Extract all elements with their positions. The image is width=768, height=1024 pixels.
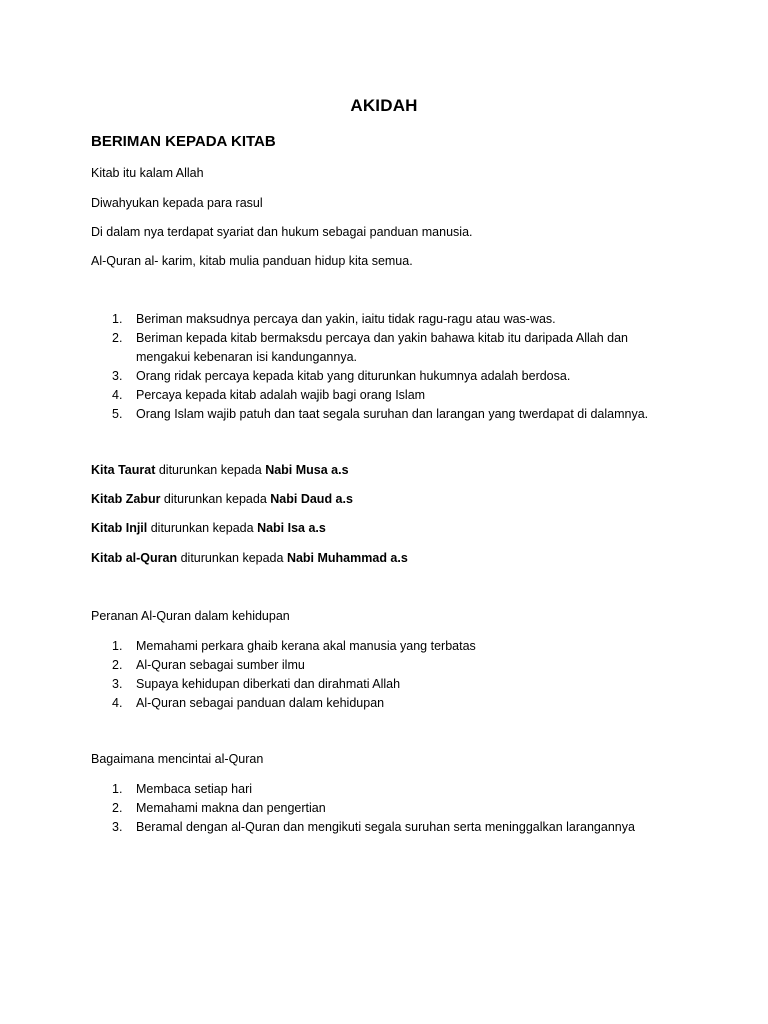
section-heading: BERIMAN KEPADA KITAB — [91, 133, 276, 150]
list-item — [91, 386, 691, 405]
list-item-text: Beriman maksudnya percaya dan yakin, iaitu tidak ragu-ragu atau was-was. — [136, 312, 556, 326]
kitab-line — [91, 519, 326, 537]
list-item — [91, 367, 691, 386]
list-item-text: Orang ridak percaya kepada kitab yang diturunkan hukumnya adalah berdosa. — [136, 369, 571, 383]
document-title: AKIDAH — [350, 96, 418, 115]
peranan-heading: Peranan Al-Quran dalam kehidupan — [91, 609, 290, 623]
mencintai-heading: Bagaimana mencintai al-Quran — [91, 752, 264, 766]
list-item-text: Percaya kepada kitab adalah wajib bagi orang Islam — [136, 388, 426, 402]
list-item-text: Memahami makna dan pengertian — [136, 801, 326, 815]
kitab-middle: diturunkan kepada — [160, 492, 271, 506]
nabi-name: Nabi Daud a.s — [270, 492, 353, 506]
kitab-name: Kitab al-Quran — [91, 551, 178, 565]
intro-paragraph: Diwahyukan kepada para rasul — [91, 196, 263, 210]
list-number: 2. — [112, 658, 123, 672]
kitab-line — [91, 461, 349, 479]
kitab-middle: diturunkan kepada — [155, 463, 266, 477]
list-item — [91, 818, 691, 837]
list-number: 1. — [112, 312, 123, 326]
nabi-name: Nabi Musa a.s — [265, 463, 349, 477]
list-number: 5. — [112, 407, 123, 421]
kitab-name: Kitab Zabur — [91, 492, 161, 506]
kitab-line — [91, 490, 353, 508]
list-item-text: Supaya kehidupan diberkati dan dirahmati Allah — [136, 677, 401, 691]
list-item — [91, 780, 691, 799]
kitab-line — [91, 549, 408, 567]
nabi-name: Nabi Muhammad a.s — [286, 551, 408, 565]
list-number: 4. — [112, 388, 123, 402]
peranan-list — [91, 637, 691, 713]
intro-paragraph: Di dalam nya terdapat syariat dan hukum sebagai panduan manusia. — [91, 225, 473, 239]
list-item-text: Membaca setiap hari — [136, 782, 253, 796]
kitab-name: Kitab Injil — [91, 521, 148, 535]
list-item — [91, 405, 691, 424]
list-item-text: Memahami perkara ghaib kerana akal manusia yang terbatas — [136, 639, 476, 653]
list-number: 1. — [112, 782, 123, 796]
list-item — [91, 675, 691, 694]
mencintai-list — [91, 780, 691, 837]
list-item — [91, 656, 691, 675]
list-number: 4. — [112, 696, 123, 710]
list-item — [91, 329, 691, 367]
list-item — [91, 694, 691, 713]
list-number: 2. — [112, 331, 123, 345]
list-item-text-continued: mengakui kebenaran isi kandungannya. — [136, 350, 357, 364]
list-item-text: Al-Quran sebagai panduan dalam kehidupan — [136, 696, 385, 710]
list-item — [91, 799, 691, 818]
list-item — [91, 637, 691, 656]
list-item — [91, 310, 691, 329]
list-number: 2. — [112, 801, 123, 815]
list-number: 3. — [112, 677, 123, 691]
intro-paragraph: Al-Quran al- karim, kitab mulia panduan hidup kita semua. — [91, 254, 413, 268]
list-number: 3. — [112, 820, 123, 834]
list-item-text: Beriman kepada kitab bermaksdu percaya dan yakin bahawa kitab itu daripada Allah dan — [136, 331, 628, 345]
kitab-middle: diturunkan kepada — [147, 521, 258, 535]
list-number: 1. — [112, 639, 123, 653]
list-number: 3. — [112, 369, 123, 383]
list-item-text: Orang Islam wajib patuh dan taat segala suruhan dan larangan yang twerdapat di dalamnya. — [136, 407, 649, 421]
list-item-text: Al-Quran sebagai sumber ilmu — [136, 658, 305, 672]
list-item-text: Beramal dengan al-Quran dan mengikuti segala suruhan serta meninggalkan larangannya — [136, 820, 635, 834]
beriman-list — [91, 310, 691, 424]
kitab-middle: diturunkan kepada — [177, 551, 287, 565]
intro-paragraph: Kitab itu kalam Allah — [91, 166, 204, 180]
kitab-name: Kita Taurat — [91, 463, 156, 477]
nabi-name: Nabi Isa a.s — [257, 521, 326, 535]
